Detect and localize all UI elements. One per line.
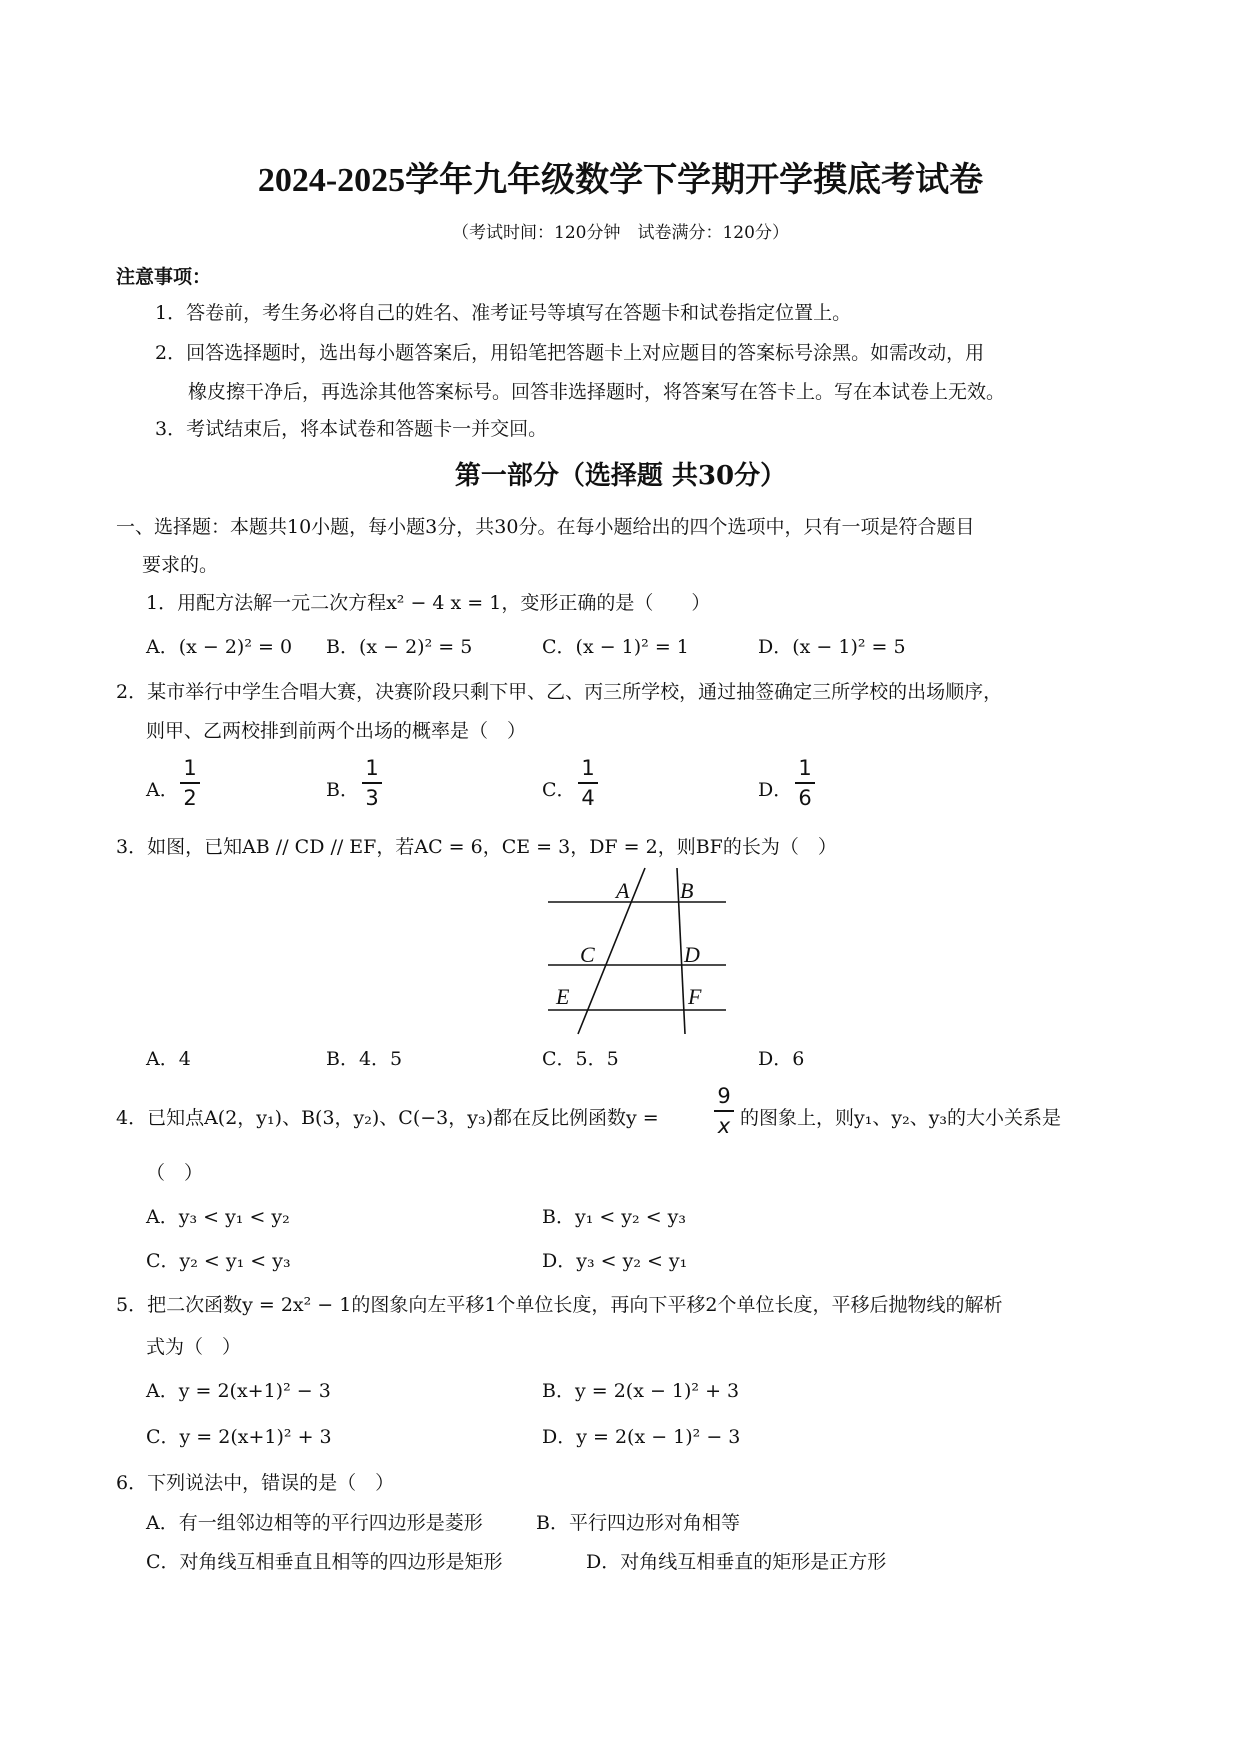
q1-option-a: A．(x − 2)² = 0 <box>146 636 293 658</box>
q4-stem-part2: 的图象上，则y₁、y₂、y₃的大小关系是 <box>740 1107 1062 1129</box>
q4-stem-part1: 4．已知点A(2，y₁)、B(3，y₂)、C(−3，y₃)都在反比例函数y = <box>116 1107 659 1129</box>
q6-option-a: A．有一组邻边相等的平行四边形是菱形 <box>146 1512 483 1534</box>
q6-option-d: D．对角线互相垂直的矩形是正方形 <box>586 1551 887 1573</box>
q2-stem: 则甲、乙两校排到前两个出场的概率是（ ） <box>146 720 527 742</box>
parallel-lines-figure <box>540 866 730 1036</box>
section-intro: 一、选择题：本题共10小题，每小题3分，共30分。在每小题给出的四个选项中，只有一项是符合题目 <box>116 516 975 538</box>
q4-option-d: D．y₃ < y₂ < y₁ <box>542 1250 688 1272</box>
q2-option-b: B． <box>326 779 359 801</box>
q4-option-c: C．y₂ < y₁ < y₃ <box>146 1250 291 1272</box>
q3-stem: 3．如图，已知AB // CD // EF，若AC = 6，CE = 3，DF = 2，则BF的长为（ ） <box>116 836 837 858</box>
q2-fraction-c: 1 4 <box>576 756 600 810</box>
point-f-label: F <box>688 984 702 1009</box>
q2-fraction-b: 1 3 <box>360 756 384 810</box>
point-d-label: D <box>684 942 700 967</box>
q1-stem: 1．用配方法解一元二次方程x² − 4 x = 1，变形正确的是（ ） <box>146 592 711 614</box>
q4-stem-paren: （ ） <box>146 1162 204 1184</box>
q3-option-c: C．5．5 <box>542 1048 619 1070</box>
q5-option-b: B．y = 2(x − 1)² + 3 <box>542 1380 740 1402</box>
q2-option-d: D． <box>758 779 793 801</box>
q2-option-a: A． <box>146 779 179 801</box>
note-item: 橡皮擦干净后，再选涂其他答案标号。回答非选择题时，将答案写在答卡上。写在本试卷上无效。 <box>188 381 1006 403</box>
point-c-label: C <box>580 942 595 967</box>
q2-fraction-a: 1 2 <box>178 756 202 810</box>
note-item: 2．回答选择题时，选出每小题答案后，用铅笔把答题卡上对应题目的答案标号涂黑。如需改动，用 <box>155 342 985 364</box>
section-intro: 要求的。 <box>142 554 219 576</box>
note-item: 1．答卷前，考生务必将自己的姓名、准考证号等填写在答题卡和试卷指定位置上。 <box>155 302 852 324</box>
point-a-label: A <box>616 878 630 903</box>
q6-option-b: B．平行四边形对角相等 <box>536 1512 740 1534</box>
point-e-label: E <box>556 984 570 1009</box>
exam-title: 2024-2025学年九年级数学下学期开学摸底考试卷 <box>257 162 984 199</box>
q2-option-c: C． <box>542 779 576 801</box>
q5-option-c: C．y = 2(x+1)² + 3 <box>146 1426 332 1448</box>
q5-stem: 5．把二次函数y = 2x² − 1的图象向左平移1个单位长度，再向下平移2个单位长度，平移后抛物线的解析 <box>116 1294 1003 1316</box>
note-item: 3．考试结束后，将本试卷和答题卡一并交回。 <box>155 418 548 440</box>
exam-subtitle: （考试时间：120分钟 试卷满分：120分） <box>452 223 789 243</box>
part1-heading: 第一部分（选择题 共30分） <box>454 461 787 491</box>
q3-option-b: B．4．5 <box>326 1048 403 1070</box>
q3-option-a: A．4 <box>146 1048 191 1070</box>
q4-fraction: 9 x <box>712 1084 736 1138</box>
q1-option-d: D．(x − 1)² = 5 <box>758 636 906 658</box>
q5-option-d: D．y = 2(x − 1)² − 3 <box>542 1426 741 1448</box>
point-b-label: B <box>680 878 694 903</box>
q6-option-c: C．对角线互相垂直且相等的四边形是矩形 <box>146 1551 503 1573</box>
q3-option-d: D．6 <box>758 1048 805 1070</box>
q2-fraction-d: 1 6 <box>793 756 817 810</box>
q4-option-a: A．y₃ < y₁ < y₂ <box>146 1206 290 1228</box>
q1-option-c: C．(x − 1)² = 1 <box>542 636 689 658</box>
q2-stem: 2．某市举行中学生合唱大赛，决赛阶段只剩下甲、乙、丙三所学校，通过抽签确定三所学校的出场顺序， <box>116 681 1003 703</box>
q5-option-a: A．y = 2(x+1)² − 3 <box>146 1380 331 1402</box>
q5-stem: 式为（ ） <box>146 1336 242 1358</box>
q1-option-b: B．(x − 2)² = 5 <box>326 636 473 658</box>
q6-stem: 6．下列说法中，错误的是（ ） <box>116 1472 395 1494</box>
notes-heading: 注意事项： <box>116 266 212 288</box>
q4-option-b: B．y₁ < y₂ < y₃ <box>542 1206 687 1228</box>
